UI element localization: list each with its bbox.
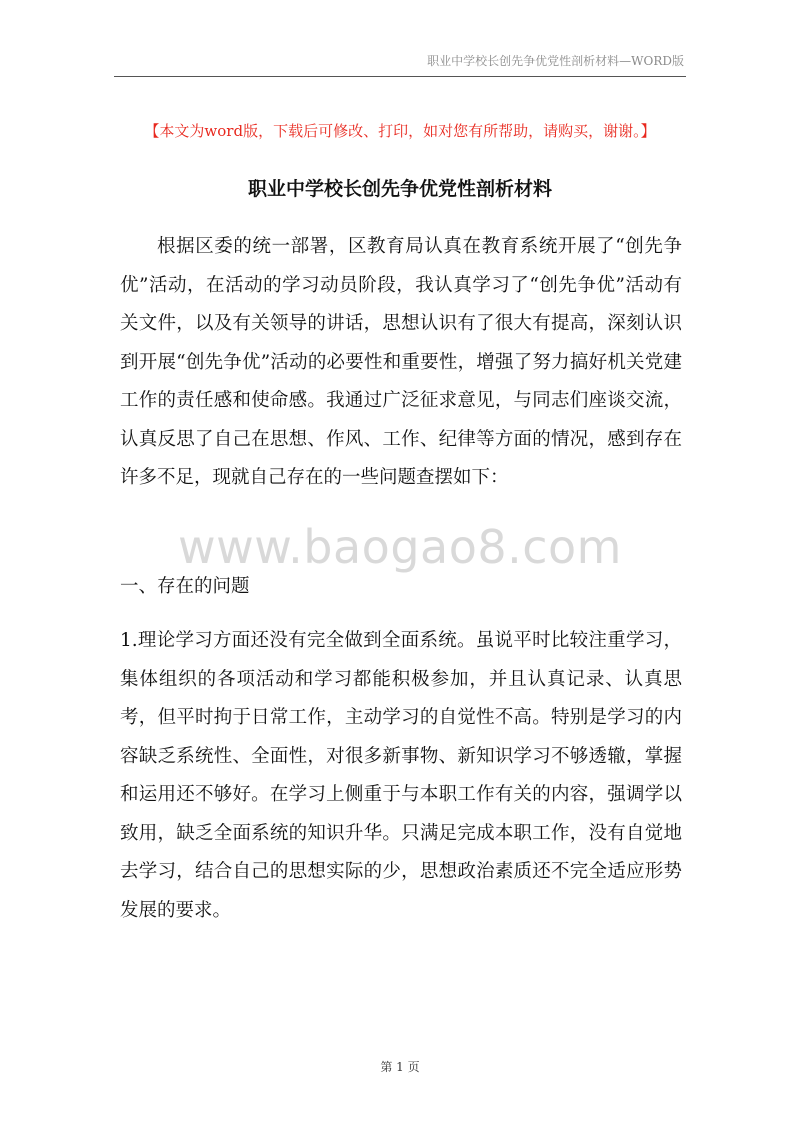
header-divider bbox=[114, 76, 686, 77]
document-title: 职业中学校长创先争优党性剖析材料 bbox=[247, 178, 552, 200]
page-number: 第 1 页 bbox=[380, 1060, 420, 1074]
intro-paragraph: 根据区委的统一部署，区教育局认真在教育系统开展了“创先争优”活动，在活动的学习动员阶段，我认真学习了“创先争优”活动有关文件，以及有关领导的讲话，思想认识有了很大有提高，深刻认识到开展“创先争优”活动的必要性和重要性，增强了努力搞好机关党建工作的责任感和使命感。我通过广泛征求意见，与同志们座谈交流，认真反思了自己在思想、作风、工作、纪律等方面的情况，感到存在许多不足，现就自己存在的一些问题查摆如下： bbox=[120, 236, 682, 488]
section-heading: 一、存在的问题 bbox=[120, 576, 250, 597]
point-one-paragraph: 1.理论学习方面还没有完全做到全面系统。虽说平时比较注重学习，集体组织的各项活动和学习都能积极参加，并且认真记录、认真思考，但平时拘于日常工作，主动学习的自觉性不高。特别是学习的内容缺乏系统性、全面性，对很多新事物、新知识学习不够透辙，掌握和运用还不够好。在学习上侧重于与本职工作有关的内容，强调学以致用，缺乏全面系统的知识升华。只满足完成本职工作，没有自觉地去学习，结合自己的思想实际的少，思想政治素质还不完全适应形势发展的要求。 bbox=[120, 630, 682, 921]
running-header: 职业中学校长创先争优党性剖析材料—WORD版 bbox=[427, 54, 684, 68]
watermark: www.baogao8.com bbox=[178, 520, 622, 574]
download-notice: 【本文为word版，下载后可修改、打印，如对您有所帮助，请购买，谢谢。】 bbox=[144, 122, 656, 140]
